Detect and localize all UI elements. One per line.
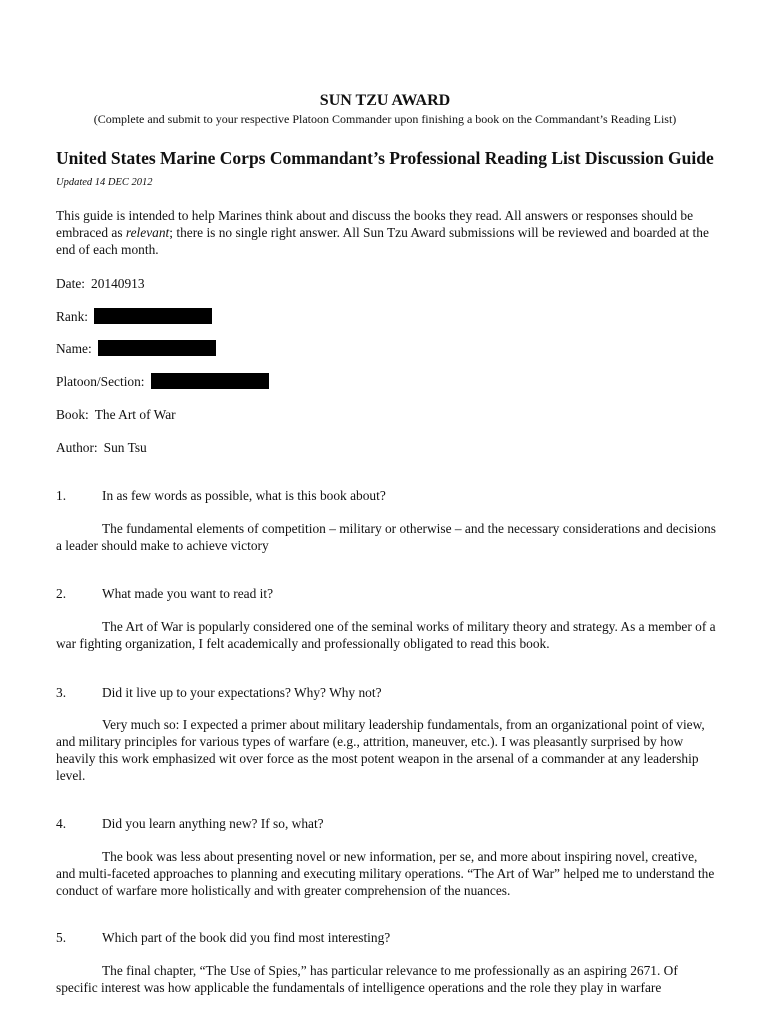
- platoon-section-label: Platoon/Section:: [56, 374, 145, 389]
- answer-text: The fundamental elements of competition – military or otherwise – and the necessary considerations and decisions a leader should make to achieve victory: [56, 521, 716, 553]
- name-field: [56, 340, 216, 357]
- date-field: [56, 275, 145, 292]
- guide-heading-text: United States Marine Corps Commandant’s Professional Reading List Discussion Guide: [56, 148, 714, 168]
- question-text: Which part of the book did you find most interesting?: [102, 930, 391, 945]
- question-number: 3.: [56, 685, 67, 700]
- book-field: [56, 406, 176, 423]
- answer-text: The Art of War is popularly considered one of the seminal works of military theory and strategy. As a member of a war fighting organization, I felt academically and professionally obligated to read this book.: [56, 619, 716, 651]
- question-text: In as few words as possible, what is this book about?: [102, 488, 386, 503]
- answer-text: The final chapter, “The Use of Spies,” has particular relevance to me professionally as an aspiring 2671. Of specific interest was how applicable the fundamentals of intelligence operations and the role they play in warfare: [56, 963, 678, 995]
- platoon-section-field: [56, 373, 269, 390]
- guide-updated-date: Updated 14 DEC 2012: [56, 177, 153, 188]
- answer-text: Very much so: I expected a primer about military leadership fundamentals, from an organizational point of view, and military principles for various types of warfare (e.g., attrition, maneuver, etc.). I was pleasantly surprised by how heavily this work emphasized wit over force as the most potent weapon in the arsenal of a commander at any leadership level.: [56, 717, 705, 783]
- intro-emphasis: relevant: [125, 225, 170, 240]
- question-text: Did it live up to your expectations? Why? Why not?: [102, 685, 382, 700]
- question-text: Did you learn anything new? If so, what?: [102, 816, 324, 831]
- author-field: [56, 439, 147, 456]
- date-value: 20140913: [91, 276, 145, 291]
- question-number: 5.: [56, 930, 67, 945]
- book-label: Book:: [56, 407, 89, 422]
- question-text: What made you want to read it?: [102, 586, 274, 601]
- intro-paragraph: [56, 207, 726, 258]
- rank-field: [56, 308, 212, 325]
- question-number: 4.: [56, 816, 67, 831]
- intro-text-before: This guide is intended to help Marines think about and discuss the books they read. All answers or responses should be embraced as: [56, 208, 694, 240]
- name-label: Name:: [56, 341, 92, 356]
- award-title: SUN TZU AWARD: [319, 92, 451, 109]
- book-value: The Art of War: [94, 407, 176, 422]
- name-redaction: [98, 340, 216, 356]
- intro-text-after: ; there is no single right answer. All Sun Tzu Award submissions will be reviewed and boarded at the end of each month.: [56, 225, 709, 257]
- author-label: Author:: [56, 440, 98, 455]
- question-number: 2.: [56, 586, 67, 601]
- author-value: Sun Tsu: [103, 440, 147, 455]
- question-number: 1.: [56, 488, 67, 503]
- award-instructions: (Complete and submit to your respective Platoon Commander upon finishing a book on the Commandant’s Reading List): [93, 112, 677, 126]
- platoon-section-redaction: [151, 373, 269, 389]
- guide-heading: [56, 148, 726, 193]
- rank-label: Rank:: [56, 309, 88, 324]
- answer-text: The book was less about presenting novel or new information, per se, and more about inspiring novel, creative, and multi-faceted approaches to planning and executing military operations. “The Art of War” helped me to understand the conduct of warfare more holistically and with greater comprehension of the nuances.: [56, 849, 715, 898]
- rank-redaction: [94, 308, 212, 324]
- date-label: Date:: [56, 276, 85, 291]
